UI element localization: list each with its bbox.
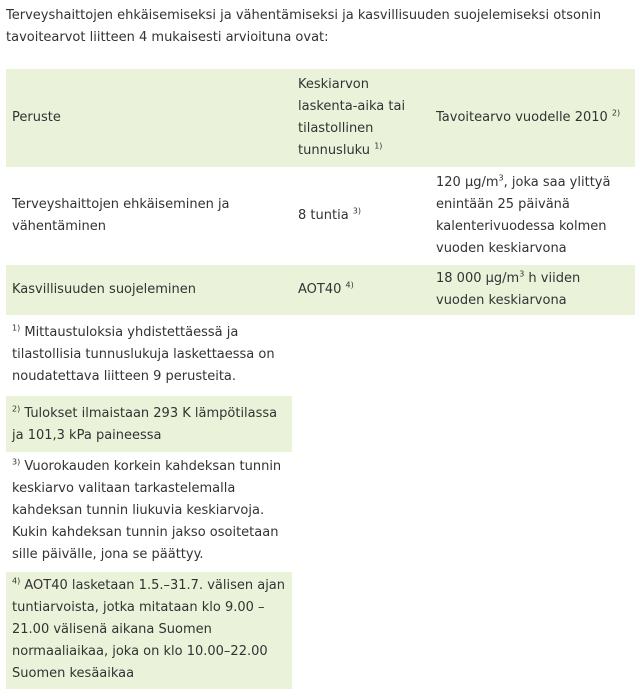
footnote-2-marker: 2) [12, 404, 21, 414]
row-laskenta-aika-footnote: 4) [345, 280, 354, 290]
row-tavoitearvo-exponent: 3 [519, 269, 525, 279]
header-laskenta-aika: Keskiarvon laskenta-aika tai tilastollinen tunnusluku $^{1)}$ [292, 69, 430, 168]
ozone-target-table [6, 69, 635, 316]
footnotes [6, 320, 292, 689]
footnote-4-text: AOT40 lasketaan 1.5.–31.7. välisen ajan tuntiarvoista, jotka mitataan klo 9.00 –21.00 välisenä aikana Suomen normaaliaikaa, joka on klo 10.00–22.00 Suomen kesäaikaa [12, 578, 286, 681]
header-tavoitearvo: Tavoitearvo vuodelle 2010 $^{2)}$ [430, 69, 635, 168]
header-laskenta-aika-footnote: 1) [374, 141, 383, 151]
footnote-3-text: Vuorokauden korkein kahdeksan tunnin keskiarvo valitaan tarkastelemalla kahdeksan tunnin liukuvia keskiarvoja. Kukin kahdeksan tunnin jakso osoitetaan sille päivälle, jona se päättyy. [12, 459, 282, 562]
intro-line-1: Terveyshaittojen ehkäisemiseksi ja vähentämiseksi ja kasvillisuuden suojelemiseksi otsonin [6, 8, 602, 23]
table-row [6, 265, 635, 316]
header-tavoitearvo-footnote: 2) [611, 108, 621, 118]
row-peruste: Terveyshaittojen ehkäiseminen ja vähentäminen [6, 168, 292, 265]
footnote-1-text: Mittaustuloksia yhdistettäessä ja tilastollisia tunnuslukuja laskettaessa on noudatettava liitteen 9 perusteita. [12, 325, 275, 384]
footnote-4 [6, 572, 292, 689]
row-tavoitearvo-exponent: 3 [498, 173, 504, 183]
footnote-1 [6, 320, 292, 396]
intro-line-2: tavoitearvot liitteen 4 mukaisesti arvioituna ovat: [6, 30, 329, 45]
row-peruste: Kasvillisuuden suojeleminen [6, 265, 292, 316]
row-laskenta-aika: AOT40 $^{4)}$ [292, 265, 430, 316]
row-laskenta-aika: 8 tuntia $^{3)}$ [292, 168, 430, 265]
header-peruste: Peruste [6, 69, 292, 168]
footnote-1-marker: 1) [12, 323, 21, 333]
table-row [6, 168, 635, 265]
footnote-3-marker: 3) [12, 457, 21, 467]
footnote-2 [6, 396, 292, 452]
row-tavoitearvo: 18 000 $\mu g/m^3$ h viiden vuoden keskiarvona [430, 265, 635, 316]
table-header-row [6, 69, 635, 168]
row-tavoitearvo: 120 $\mu g/m^3$, joka saa ylittyä enintään 25 päivänä kalenterivuodessa kolmen vuoden keskiarvona [430, 168, 635, 265]
row-laskenta-aika-footnote: 3) [352, 206, 362, 216]
footnote-4-marker: 4) [12, 576, 21, 586]
intro-paragraph [6, 5, 631, 49]
footnote-3 [6, 452, 292, 572]
footnote-2-text: Tulokset ilmaistaan 293 K lämpötilassa ja 101,3 kPa paineessa [12, 406, 278, 443]
